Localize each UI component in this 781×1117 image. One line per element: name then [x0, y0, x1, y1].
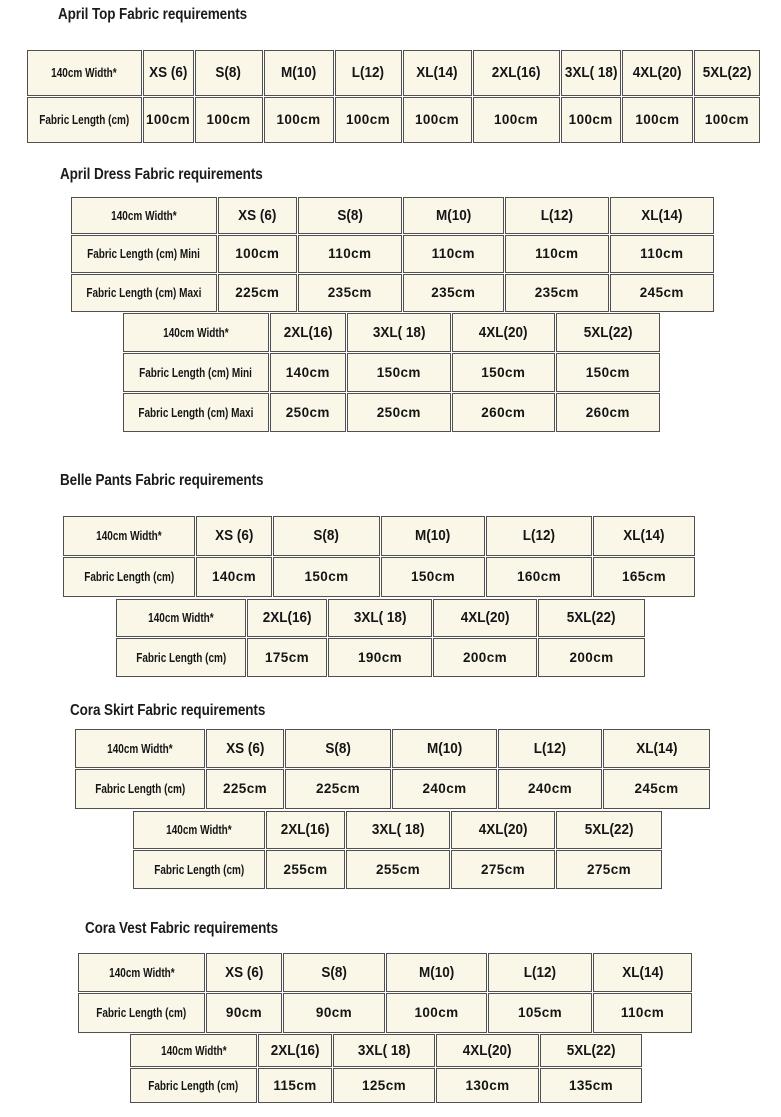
size-header-cell-text: XL(14)	[623, 527, 665, 544]
size-header-cell-text: 5XL(22)	[702, 64, 752, 81]
table-row	[71, 235, 714, 273]
size-header-cell	[488, 953, 592, 992]
size-header-cell	[298, 197, 402, 234]
width-header-cell	[71, 197, 217, 234]
fabric-length-value-cell-text: 90cm	[225, 1005, 263, 1020]
table-row	[71, 274, 714, 312]
size-header-cell	[452, 313, 555, 352]
fabric-length-value-cell-text: 110cm	[535, 246, 579, 261]
fabric-length-value-cell	[206, 769, 284, 809]
size-header-cell-text: S(8)	[337, 206, 363, 224]
row-label-cell	[63, 557, 195, 597]
fabric-length-value-cell	[218, 235, 297, 273]
table-row	[78, 993, 692, 1033]
fabric-length-value-cell	[452, 393, 555, 432]
width-header-cell-text: 140cm Width*	[107, 741, 173, 756]
size-header-cell	[486, 516, 592, 556]
size-header-cell-text: XS (6)	[148, 64, 188, 81]
fabric-length-value-cell	[347, 393, 451, 432]
fabric-length-value-cell-text: 110cm	[328, 246, 372, 261]
fabric-requirements-table	[70, 196, 715, 313]
fabric-requirements-table	[132, 810, 663, 890]
fabric-length-value-cell-text: 100cm	[276, 112, 321, 127]
fabric-length-value-cell	[403, 274, 504, 312]
section-title-text: Cora Vest Fabric requirements	[85, 920, 279, 937]
fabric-length-value-cell-text: 255cm	[283, 861, 328, 877]
size-header-cell-text: L(12)	[533, 739, 567, 757]
fabric-length-value-cell-text: 100cm	[145, 112, 191, 127]
fabric-length-value-cell-text: 140cm	[285, 364, 330, 380]
table-row	[133, 850, 662, 889]
size-header-cell	[195, 50, 263, 96]
fabric-length-value-cell-text: 275cm	[480, 861, 526, 877]
fabric-length-value-cell-text: 200cm	[569, 649, 614, 665]
size-header-cell	[694, 50, 760, 96]
fabric-length-value-cell	[610, 235, 714, 273]
fabric-length-value-cell-text: 190cm	[357, 649, 403, 665]
row-label-cell-text: Fabric Length (cm)	[135, 650, 226, 665]
fabric-length-value-cell	[258, 1068, 332, 1103]
fabric-requirements-table	[122, 312, 661, 433]
row-label-cell	[27, 97, 142, 143]
fabric-length-value-cell-text: 110cm	[640, 246, 684, 261]
fabric-length-value-cell	[505, 274, 609, 312]
fabric-length-value-cell-text: 150cm	[304, 569, 349, 584]
fabric-length-value-cell	[540, 1068, 642, 1103]
row-label-cell	[116, 638, 246, 677]
size-header-cell-text: 4XL(20)	[463, 1041, 512, 1059]
section-title-text: Cora Skirt Fabric requirements	[70, 702, 266, 719]
fabric-length-value-cell-text: 235cm	[327, 285, 372, 300]
fabric-length-value-cell	[556, 353, 660, 392]
size-header-cell-text: 4XL(20)	[478, 323, 528, 341]
fabric-length-value-cell-text: 135cm	[568, 1077, 614, 1093]
table-row	[130, 1068, 642, 1103]
fabric-requirements-table	[26, 49, 761, 144]
fabric-length-value-cell-text: 150cm	[410, 569, 456, 584]
table-row	[75, 769, 710, 809]
fabric-length-value-cell	[505, 235, 609, 273]
row-label-cell	[133, 850, 265, 889]
width-header-cell	[75, 729, 205, 768]
size-header-cell	[258, 1034, 332, 1067]
size-header-cell	[270, 313, 346, 352]
size-header-cell	[556, 811, 662, 849]
fabric-length-value-cell	[556, 393, 660, 432]
table-row	[123, 393, 660, 432]
size-header-cell-text: M(10)	[280, 64, 317, 81]
fabric-length-value-cell	[473, 97, 560, 143]
size-header-cell-text: S(8)	[321, 963, 347, 981]
size-header-cell-text: 2XL(16)	[281, 821, 330, 838]
size-header-cell	[335, 50, 402, 96]
size-header-cell	[266, 811, 345, 849]
width-header-cell-text: 140cm Width*	[160, 1043, 227, 1058]
fabric-length-value-cell	[206, 993, 282, 1033]
fabric-length-value-cell	[298, 274, 402, 312]
fabric-length-value-cell	[452, 353, 555, 392]
table-row	[27, 97, 760, 143]
fabric-length-value-cell-text: 110cm	[431, 246, 475, 261]
fabric-length-value-cell	[433, 638, 537, 677]
row-label-cell-text: Fabric Length (cm)	[39, 113, 130, 127]
row-label-cell	[75, 769, 205, 809]
size-header-cell-text: XS (6)	[214, 527, 254, 544]
fabric-length-value-cell	[622, 97, 693, 143]
section-title	[85, 920, 307, 938]
row-label-cell-text: Fabric Length (cm) Maxi	[86, 286, 202, 300]
table-row	[123, 353, 660, 392]
fabric-length-value-cell-text: 100cm	[568, 112, 613, 127]
fabric-length-value-cell-text: 225cm	[222, 781, 268, 796]
width-header-cell	[133, 811, 265, 849]
section-title-text: April Top Fabric requirements	[58, 6, 248, 23]
fabric-requirements-table	[62, 515, 696, 598]
section-title	[70, 702, 294, 720]
size-header-cell-text: XS (6)	[224, 963, 264, 981]
fabric-length-value-cell-text: 125cm	[361, 1077, 407, 1093]
fabric-length-value-cell-text: 150cm	[481, 364, 526, 380]
size-header-cell	[561, 50, 621, 96]
size-header-cell	[540, 1034, 642, 1067]
size-header-cell-text: XS (6)	[238, 206, 277, 224]
size-header-cell-text: XS (6)	[225, 739, 265, 757]
fabric-length-value-cell-text: 100cm	[206, 112, 251, 127]
fabric-requirements-table	[77, 952, 693, 1034]
size-header-cell	[333, 1034, 435, 1067]
fabric-length-value-cell-text: 260cm	[585, 404, 630, 420]
fabric-length-value-cell-text: 225cm	[315, 781, 361, 796]
size-header-cell	[593, 953, 692, 992]
table-row	[63, 557, 695, 597]
section-title	[60, 166, 293, 184]
header-row	[78, 953, 692, 992]
fabric-length-value-cell-text: 100cm	[635, 112, 680, 127]
fabric-length-value-cell-text: 100cm	[493, 112, 539, 127]
fabric-length-value-cell	[266, 850, 345, 889]
fabric-length-value-cell	[451, 850, 555, 889]
size-header-cell	[196, 516, 272, 556]
row-label-cell-text: Fabric Length (cm)	[94, 782, 185, 796]
size-header-cell	[206, 953, 282, 992]
size-header-cell	[283, 953, 385, 992]
fabric-length-value-cell	[335, 97, 402, 143]
fabric-length-value-cell-text: 255cm	[375, 861, 421, 877]
size-header-cell-text: XL(14)	[635, 739, 678, 757]
fabric-length-value-cell	[603, 769, 710, 809]
size-header-cell	[392, 729, 497, 768]
section-title	[60, 472, 294, 490]
fabric-length-value-cell-text: 100cm	[235, 246, 280, 261]
size-header-cell-text: 3XL( 18)	[371, 821, 425, 838]
width-header-cell-text: 140cm Width*	[163, 325, 229, 340]
size-header-cell-text: 2XL(16)	[491, 64, 541, 81]
size-header-cell-text: 5XL(22)	[566, 1041, 616, 1059]
size-header-cell-text: 4XL(20)	[460, 609, 510, 626]
width-header-cell-text: 140cm Width*	[108, 965, 175, 980]
size-header-cell-text: L(12)	[540, 206, 573, 224]
fabric-length-value-cell	[498, 769, 602, 809]
fabric-length-value-cell	[143, 97, 194, 143]
fabric-length-value-cell	[538, 638, 645, 677]
size-header-cell	[264, 50, 334, 96]
fabric-length-value-cell-text: 250cm	[285, 404, 330, 420]
fabric-length-value-cell-text: 250cm	[376, 404, 421, 420]
size-header-cell-text: 4XL(20)	[478, 821, 528, 838]
table-row	[116, 638, 645, 677]
fabric-length-value-cell	[218, 274, 297, 312]
fabric-length-value-cell	[347, 353, 451, 392]
fabric-length-value-cell-text: 240cm	[422, 781, 467, 796]
fabric-length-value-cell	[196, 557, 272, 597]
fabric-length-value-cell	[195, 97, 263, 143]
row-label-cell-text: Fabric Length (cm) Mini	[87, 247, 201, 261]
fabric-length-value-cell	[264, 97, 334, 143]
row-label-cell	[71, 235, 217, 273]
width-header-cell-text: 140cm Width*	[166, 823, 232, 837]
size-header-cell-text: 2XL(16)	[283, 323, 333, 341]
size-header-cell-text: S(8)	[215, 64, 242, 81]
width-header-cell	[27, 50, 142, 96]
row-label-cell-text: Fabric Length (cm)	[96, 1006, 187, 1020]
fabric-length-value-cell-text: 130cm	[465, 1077, 510, 1093]
size-header-cell	[451, 811, 555, 849]
size-header-cell-text: S(8)	[313, 527, 340, 544]
fabric-length-value-cell-text: 100cm	[414, 1005, 459, 1020]
size-header-cell	[273, 516, 380, 556]
fabric-length-value-cell-text: 100cm	[414, 112, 460, 127]
size-header-cell-text: 2XL(16)	[262, 609, 312, 626]
fabric-length-value-cell	[298, 235, 402, 273]
row-label-cell	[123, 353, 269, 392]
row-label-cell-text: Fabric Length (cm)	[148, 1078, 239, 1093]
size-header-cell	[381, 516, 485, 556]
fabric-length-value-cell	[561, 97, 621, 143]
fabric-length-value-cell	[593, 557, 695, 597]
size-header-cell-text: L(12)	[523, 963, 557, 981]
size-header-cell-text: 3XL( 18)	[353, 609, 407, 626]
header-row	[75, 729, 710, 768]
width-header-cell-text: 140cm Width*	[148, 611, 214, 625]
fabric-requirements-table	[74, 728, 711, 810]
header-row	[133, 811, 662, 849]
size-header-cell-text: S(8)	[325, 739, 351, 757]
size-header-cell	[386, 953, 487, 992]
section-title-text: Belle Pants Fabric requirements	[60, 472, 264, 489]
fabric-length-value-cell	[270, 353, 346, 392]
row-label-cell	[123, 393, 269, 432]
size-header-cell	[403, 197, 504, 234]
size-header-cell-text: 5XL(22)	[567, 609, 616, 626]
section-title	[58, 6, 275, 24]
fabric-length-value-cell	[610, 274, 714, 312]
size-header-cell-text: XL(14)	[621, 963, 664, 981]
fabric-length-value-cell	[694, 97, 760, 143]
size-header-cell	[622, 50, 693, 96]
size-header-cell	[218, 197, 297, 234]
fabric-length-value-cell	[328, 638, 432, 677]
size-header-cell	[603, 729, 710, 768]
width-header-cell	[116, 599, 246, 637]
fabric-length-value-cell	[593, 993, 692, 1033]
size-header-cell-text: 5XL(22)	[583, 323, 633, 341]
fabric-length-value-cell-text: 235cm	[431, 285, 476, 300]
size-header-cell	[433, 599, 537, 637]
size-header-cell	[328, 599, 432, 637]
fabric-length-value-cell	[436, 1068, 539, 1103]
fabric-length-value-cell-text: 200cm	[462, 649, 508, 665]
fabric-length-value-cell	[392, 769, 497, 809]
fabric-length-value-cell-text: 115cm	[273, 1077, 317, 1093]
size-header-cell-text: M(10)	[435, 206, 471, 224]
fabric-length-value-cell-text: 245cm	[634, 781, 679, 796]
width-header-cell	[78, 953, 205, 992]
fabric-length-value-cell-text: 175cm	[264, 649, 310, 665]
size-header-cell	[247, 599, 327, 637]
fabric-length-value-cell	[333, 1068, 435, 1103]
size-header-cell	[473, 50, 560, 96]
size-header-cell	[610, 197, 714, 234]
fabric-length-value-cell	[270, 393, 346, 432]
fabric-length-value-cell-text: 150cm	[585, 364, 630, 380]
size-header-cell-text: L(12)	[522, 527, 556, 544]
fabric-requirements-table	[129, 1033, 643, 1104]
header-row	[71, 197, 714, 234]
fabric-length-value-cell-text: 235cm	[534, 285, 579, 300]
row-label-cell	[130, 1068, 257, 1103]
fabric-length-value-cell-text: 100cm	[345, 112, 391, 127]
size-header-cell	[143, 50, 194, 96]
size-header-cell	[436, 1034, 539, 1067]
header-row	[130, 1034, 642, 1067]
fabric-length-value-cell-text: 245cm	[639, 285, 684, 300]
size-header-cell-text: M(10)	[418, 963, 455, 981]
section-title-text: April Dress Fabric requirements	[60, 166, 263, 183]
fabric-length-value-cell	[386, 993, 487, 1033]
width-header-cell-text: 140cm Width*	[51, 66, 118, 80]
fabric-length-value-cell-text: 105cm	[517, 1005, 563, 1020]
fabric-length-value-cell	[403, 97, 472, 143]
row-label-cell-text: Fabric Length (cm)	[83, 570, 174, 584]
fabric-length-value-cell-text: 100cm	[704, 112, 749, 127]
fabric-length-value-cell-text: 275cm	[586, 861, 632, 877]
size-header-cell-text: L(12)	[351, 64, 385, 81]
size-header-cell-text: 3XL( 18)	[372, 323, 426, 341]
size-header-cell-text: 4XL(20)	[632, 64, 682, 81]
width-header-cell	[123, 313, 269, 352]
row-label-cell	[78, 993, 205, 1033]
fabric-length-value-cell	[247, 638, 327, 677]
header-row	[116, 599, 645, 637]
size-header-cell	[556, 313, 660, 352]
fabric-length-value-cell-text: 240cm	[527, 781, 573, 796]
size-header-cell-text: 3XL( 18)	[564, 64, 617, 81]
fabric-length-value-cell	[283, 993, 385, 1033]
fabric-length-value-cell	[285, 769, 391, 809]
fabric-length-value-cell-text: 140cm	[211, 569, 257, 584]
fabric-length-value-cell-text: 225cm	[235, 285, 280, 300]
row-label-cell-text: Fabric Length (cm) Maxi	[138, 405, 254, 420]
fabric-requirements-table	[115, 598, 646, 678]
size-header-cell	[498, 729, 602, 768]
fabric-length-value-cell	[346, 850, 450, 889]
fabric-length-value-cell	[381, 557, 485, 597]
size-header-cell-text: M(10)	[426, 739, 463, 757]
size-header-cell-text: XL(14)	[416, 64, 458, 81]
size-header-cell	[285, 729, 391, 768]
fabric-length-value-cell-text: 260cm	[481, 404, 526, 420]
width-header-cell-text: 140cm Width*	[111, 208, 177, 223]
fabric-length-value-cell-text: 90cm	[315, 1005, 353, 1020]
size-header-cell-text: 5XL(22)	[584, 821, 634, 838]
width-header-cell-text: 140cm Width*	[96, 529, 162, 543]
fabric-length-value-cell	[486, 557, 592, 597]
fabric-length-value-cell-text: 150cm	[376, 364, 421, 380]
width-header-cell	[130, 1034, 257, 1067]
fabric-length-value-cell	[403, 235, 504, 273]
fabric-length-value-cell-text: 110cm	[620, 1005, 665, 1020]
size-header-cell	[593, 516, 695, 556]
header-row	[63, 516, 695, 556]
size-header-cell	[505, 197, 609, 234]
size-header-cell	[347, 313, 451, 352]
size-header-cell	[403, 50, 472, 96]
fabric-length-value-cell-text: 165cm	[621, 569, 667, 584]
size-header-cell-text: 3XL( 18)	[357, 1041, 411, 1059]
size-header-cell-text: 2XL(16)	[270, 1041, 320, 1059]
fabric-length-value-cell	[273, 557, 380, 597]
width-header-cell	[63, 516, 195, 556]
size-header-cell	[206, 729, 284, 768]
header-row	[123, 313, 660, 352]
size-header-cell	[538, 599, 645, 637]
size-header-cell-text: XL(14)	[641, 206, 683, 224]
row-label-cell-text: Fabric Length (cm)	[153, 862, 244, 877]
fabric-length-value-cell-text: 160cm	[516, 569, 562, 584]
fabric-length-value-cell	[556, 850, 662, 889]
size-header-cell-text: M(10)	[415, 527, 451, 544]
header-row	[27, 50, 760, 96]
fabric-length-value-cell	[488, 993, 592, 1033]
size-header-cell	[346, 811, 450, 849]
row-label-cell-text: Fabric Length (cm) Mini	[139, 365, 253, 380]
row-label-cell	[71, 274, 217, 312]
